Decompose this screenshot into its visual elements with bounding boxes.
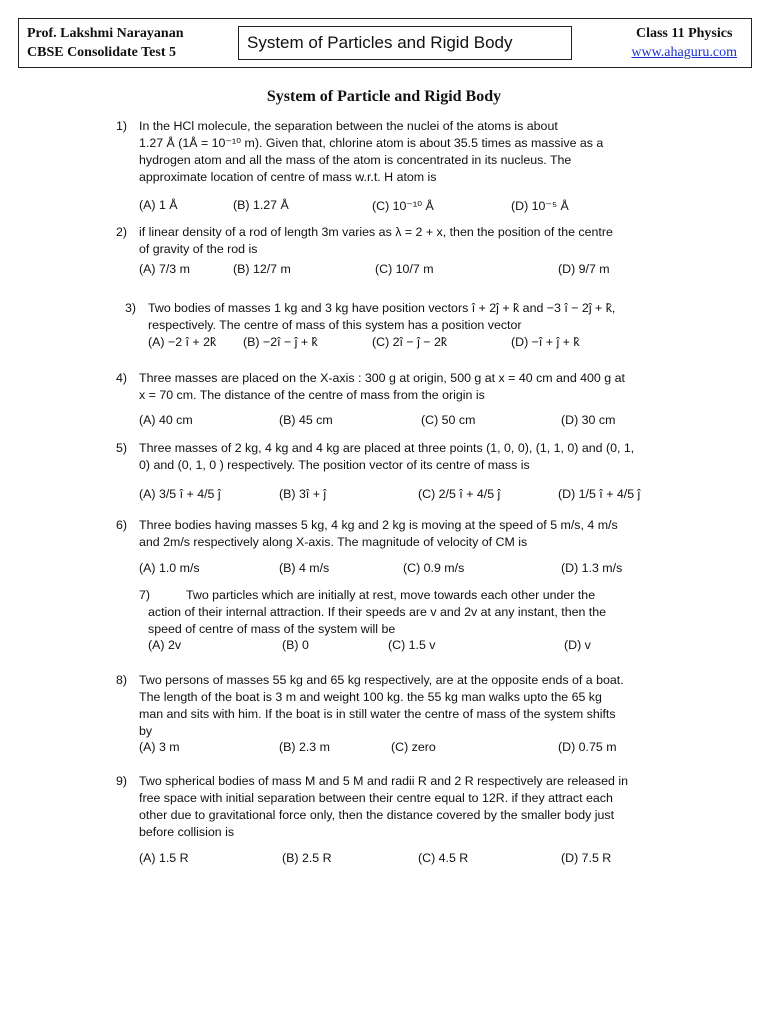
option-a: (A) 7/3 m — [139, 262, 190, 276]
document-header — [18, 18, 752, 68]
question-text: and 2m/s respectively along X-axis. The magnitude of velocity of CM is — [139, 535, 528, 549]
page-title: System of Particle and Rigid Body — [266, 88, 502, 105]
question-text: Three bodies having masses 5 kg, 4 kg and 2 kg is moving at the speed of 5 m/s, 4 m/s — [139, 518, 618, 532]
option-d: (D) 0.75 m — [558, 740, 617, 754]
option-b: (B) 1.27 Å — [233, 198, 289, 212]
option-d: (D) −î + ĵ + k̂ — [511, 335, 580, 349]
question-number: 6) — [116, 518, 128, 532]
question-text: Two bodies of masses 1 kg and 3 kg have position vectors î + 2ĵ + k̂ and −3 î − 2ĵ + k̂, — [148, 301, 616, 315]
option-c: (C) zero — [391, 740, 436, 754]
question-number: 8) — [116, 673, 128, 687]
question-text: 0) and (0, 1, 0 ) respectively. The position vector of its centre of mass is — [139, 458, 530, 472]
question-number: 9) — [116, 774, 128, 788]
question-text: action of their internal attraction. If their speeds are v and 2v at any instant, then the — [148, 605, 607, 619]
option-a: (A) 3/5 î + 4/5 ĵ — [139, 487, 221, 501]
question-text: other due to gravitational force only, then the distance covered by the smaller body just — [139, 808, 615, 822]
option-d: (D) 9/7 m — [558, 262, 610, 276]
option-a: (A) −2 î + 2k̂ — [148, 335, 217, 349]
option-d: (D) 1/5 î + 4/5 ĵ — [558, 487, 641, 501]
question-text: man and sits with him. If the boat is in still water the centre of mass of the system shifts — [139, 707, 616, 721]
question-text: approximate location of centre of mass w.r.t. H atom is — [139, 170, 437, 184]
question-number: 1) — [116, 119, 128, 133]
option-c: (C) 10⁻¹⁰ Å — [372, 199, 434, 213]
class-label: Class 11 Physics — [635, 26, 733, 41]
question-text: of gravity of the rod is — [139, 242, 258, 256]
question-text: free space with initial separation between their centre equal to 12R. if they attract each — [139, 791, 613, 805]
test-name: CBSE Consolidate Test 5 — [27, 45, 176, 60]
question-number: 7) — [139, 588, 151, 602]
website-link[interactable]: www.ahaguru.com — [631, 45, 737, 60]
option-b: (B) 45 cm — [279, 413, 333, 427]
question-text: by — [139, 724, 153, 738]
author-name: Prof. Lakshmi Narayanan — [27, 26, 184, 41]
question-text: respectively. The centre of mass of this system has a position vector — [148, 318, 522, 332]
option-b: (B) 4 m/s — [279, 561, 330, 575]
option-b: (B) 0 — [282, 638, 309, 652]
option-a: (A) 2v — [148, 638, 182, 652]
question-text: if linear density of a rod of length 3m varies as λ = 2 + x, then the position of the centre — [139, 225, 613, 239]
question-text: Two particles which are initially at rest, move towards each other under the — [186, 588, 596, 602]
question-text: Three masses of 2 kg, 4 kg and 4 kg are placed at three points (1, 0, 0), (1, 1, 0) and (0, 1, — [139, 441, 635, 455]
option-c: (C) 1.5 v — [388, 638, 436, 652]
question-number: 5) — [116, 441, 128, 455]
question-text: before collision is — [139, 825, 235, 839]
question-text: Two spherical bodies of mass M and 5 M and radii R and 2 R respectively are released in — [139, 774, 628, 788]
option-d: (D) 1.3 m/s — [561, 561, 623, 575]
option-c: (C) 2/5 î + 4/5 ĵ — [418, 487, 501, 501]
question-number: 3) — [125, 301, 137, 315]
question-text: hydrogen atom and all the mass of the atom is concentrated in its nucleus. The — [139, 153, 572, 167]
option-a: (A) 1.0 m/s — [139, 561, 200, 575]
option-b: (B) 2.3 m — [279, 740, 330, 754]
subject-box: System of Particles and Rigid Body — [238, 26, 572, 60]
option-c: (C) 2î − ĵ − 2k̂ — [372, 335, 448, 349]
option-d: (D) 10⁻⁵ Å — [511, 199, 569, 213]
option-b: (B) −2î − ĵ + k̂ — [243, 335, 318, 349]
option-d: (D) 7.5 R — [561, 851, 612, 865]
option-d: (D) v — [564, 638, 591, 652]
header-left — [27, 24, 183, 62]
option-c: (C) 50 cm — [421, 413, 476, 427]
option-b: (B) 3î + ĵ — [279, 487, 327, 501]
option-c: (C) 0.9 m/s — [403, 561, 465, 575]
header-right — [631, 24, 737, 62]
question-number: 2) — [116, 225, 128, 239]
option-a: (A) 3 m — [139, 740, 180, 754]
option-c: (C) 4.5 R — [418, 851, 469, 865]
question-text: 1.27 Å (1Å = 10⁻¹⁰ m). Given that, chlorine atom is about 35.5 times as massive as a — [139, 136, 604, 150]
option-b: (B) 2.5 R — [282, 851, 332, 865]
question-text: The length of the boat is 3 m and weight 100 kg. the 55 kg man walks upto the 65 kg — [139, 690, 602, 704]
option-a: (A) 1.5 R — [139, 851, 189, 865]
question-text: Three masses are placed on the X-axis : 300 g at origin, 500 g at x = 40 cm and 400 g at — [139, 371, 625, 385]
question-text: Two persons of masses 55 kg and 65 kg respectively, are at the opposite ends of a boat. — [139, 673, 624, 687]
question-text: speed of centre of mass of the system will be — [148, 622, 396, 636]
question-text: In the HCl molecule, the separation between the nuclei of the atoms is about — [139, 119, 558, 133]
question-number: 4) — [116, 371, 128, 385]
option-a: (A) 1 Å — [139, 198, 178, 212]
question-text: x = 70 cm. The distance of the centre of mass from the origin is — [139, 388, 485, 402]
option-c: (C) 10/7 m — [375, 262, 434, 276]
option-b: (B) 12/7 m — [233, 262, 291, 276]
option-a: (A) 40 cm — [139, 413, 193, 427]
option-d: (D) 30 cm — [561, 413, 616, 427]
